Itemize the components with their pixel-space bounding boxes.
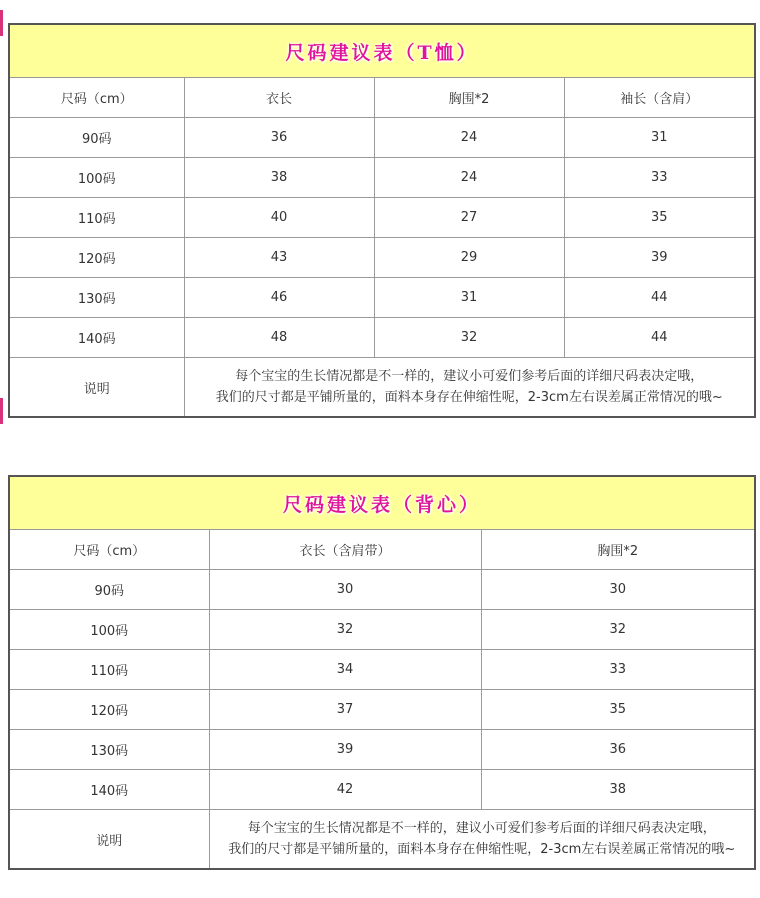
header-row bbox=[9, 78, 755, 118]
note-line-1: 每个宝宝的生长情况都是不一样的，建议小可爱们参考后面的详细尺码表决定哦， bbox=[235, 369, 704, 384]
size-cell: 110码 bbox=[9, 650, 209, 690]
size-cell: 100码 bbox=[9, 610, 209, 650]
note-line-2: 我们的尺寸都是平铺所量的，面料本身存在伸缩性呢，2-3cm左右误差属正常情况的哦~ bbox=[228, 842, 736, 857]
length-cell: 34 bbox=[209, 650, 481, 690]
chest-cell: 30 bbox=[481, 570, 755, 610]
size-cell: 110码 bbox=[9, 198, 184, 238]
note-row bbox=[9, 358, 755, 418]
size-cell: 90码 bbox=[9, 570, 209, 610]
header-row bbox=[9, 530, 755, 570]
chest-cell: 29 bbox=[374, 238, 564, 278]
size-cell: 140码 bbox=[9, 318, 184, 358]
size-cell: 120码 bbox=[9, 238, 184, 278]
table-row bbox=[9, 238, 755, 278]
chest-cell: 27 bbox=[374, 198, 564, 238]
table-row bbox=[9, 650, 755, 690]
chest-cell: 38 bbox=[481, 770, 755, 810]
note-text bbox=[209, 810, 755, 870]
size-cell: 130码 bbox=[9, 278, 184, 318]
chest-cell: 33 bbox=[481, 650, 755, 690]
left-edge-mark-middle bbox=[0, 398, 3, 424]
sleeve-cell: 35 bbox=[564, 198, 755, 238]
table-title: 尺码建议表（T恤） bbox=[285, 41, 479, 64]
header-chest: 胸围*2 bbox=[374, 78, 564, 118]
length-cell: 46 bbox=[184, 278, 374, 318]
sleeve-cell: 39 bbox=[564, 238, 755, 278]
size-cell: 120码 bbox=[9, 690, 209, 730]
table-row bbox=[9, 610, 755, 650]
table-row bbox=[9, 770, 755, 810]
table-title-row bbox=[9, 476, 755, 530]
sleeve-cell: 44 bbox=[564, 318, 755, 358]
length-cell: 40 bbox=[184, 198, 374, 238]
sleeve-cell: 31 bbox=[564, 118, 755, 158]
table-row bbox=[9, 118, 755, 158]
table-row bbox=[9, 198, 755, 238]
header-length: 衣长 bbox=[184, 78, 374, 118]
table-row bbox=[9, 690, 755, 730]
size-cell: 140码 bbox=[9, 770, 209, 810]
sleeve-cell: 44 bbox=[564, 278, 755, 318]
left-edge-mark-top bbox=[0, 10, 3, 36]
length-cell: 38 bbox=[184, 158, 374, 198]
header-size: 尺码（cm） bbox=[9, 530, 209, 570]
size-cell: 100码 bbox=[9, 158, 184, 198]
length-cell: 32 bbox=[209, 610, 481, 650]
tshirt-size-table bbox=[8, 23, 756, 418]
length-cell: 48 bbox=[184, 318, 374, 358]
table-row bbox=[9, 158, 755, 198]
length-cell: 36 bbox=[184, 118, 374, 158]
length-cell: 30 bbox=[209, 570, 481, 610]
note-row bbox=[9, 810, 755, 870]
length-cell: 39 bbox=[209, 730, 481, 770]
table-title-cell bbox=[9, 476, 755, 530]
table-row bbox=[9, 570, 755, 610]
header-sleeve: 袖长（含肩） bbox=[564, 78, 755, 118]
chest-cell: 36 bbox=[481, 730, 755, 770]
note-line-2: 我们的尺寸都是平铺所量的，面料本身存在伸缩性呢，2-3cm左右误差属正常情况的哦~ bbox=[215, 390, 723, 405]
length-cell: 37 bbox=[209, 690, 481, 730]
chest-cell: 35 bbox=[481, 690, 755, 730]
chest-cell: 24 bbox=[374, 158, 564, 198]
chest-cell: 24 bbox=[374, 118, 564, 158]
size-cell: 90码 bbox=[9, 118, 184, 158]
header-size: 尺码（cm） bbox=[9, 78, 184, 118]
note-label: 说明 bbox=[9, 358, 184, 418]
table-row bbox=[9, 730, 755, 770]
length-cell: 43 bbox=[184, 238, 374, 278]
header-chest: 胸围*2 bbox=[481, 530, 755, 570]
header-length: 衣长（含肩带） bbox=[209, 530, 481, 570]
vest-size-table bbox=[8, 475, 756, 870]
size-cell: 130码 bbox=[9, 730, 209, 770]
table-title: 尺码建议表（背心） bbox=[282, 493, 481, 516]
table-title-row bbox=[9, 24, 755, 78]
chest-cell: 32 bbox=[374, 318, 564, 358]
note-line-1: 每个宝宝的生长情况都是不一样的，建议小可爱们参考后面的详细尺码表决定哦， bbox=[247, 821, 716, 836]
table-title-cell bbox=[9, 24, 755, 78]
note-label: 说明 bbox=[9, 810, 209, 870]
sleeve-cell: 33 bbox=[564, 158, 755, 198]
table-row bbox=[9, 278, 755, 318]
length-cell: 42 bbox=[209, 770, 481, 810]
note-text bbox=[184, 358, 755, 418]
chest-cell: 31 bbox=[374, 278, 564, 318]
chest-cell: 32 bbox=[481, 610, 755, 650]
table-row bbox=[9, 318, 755, 358]
